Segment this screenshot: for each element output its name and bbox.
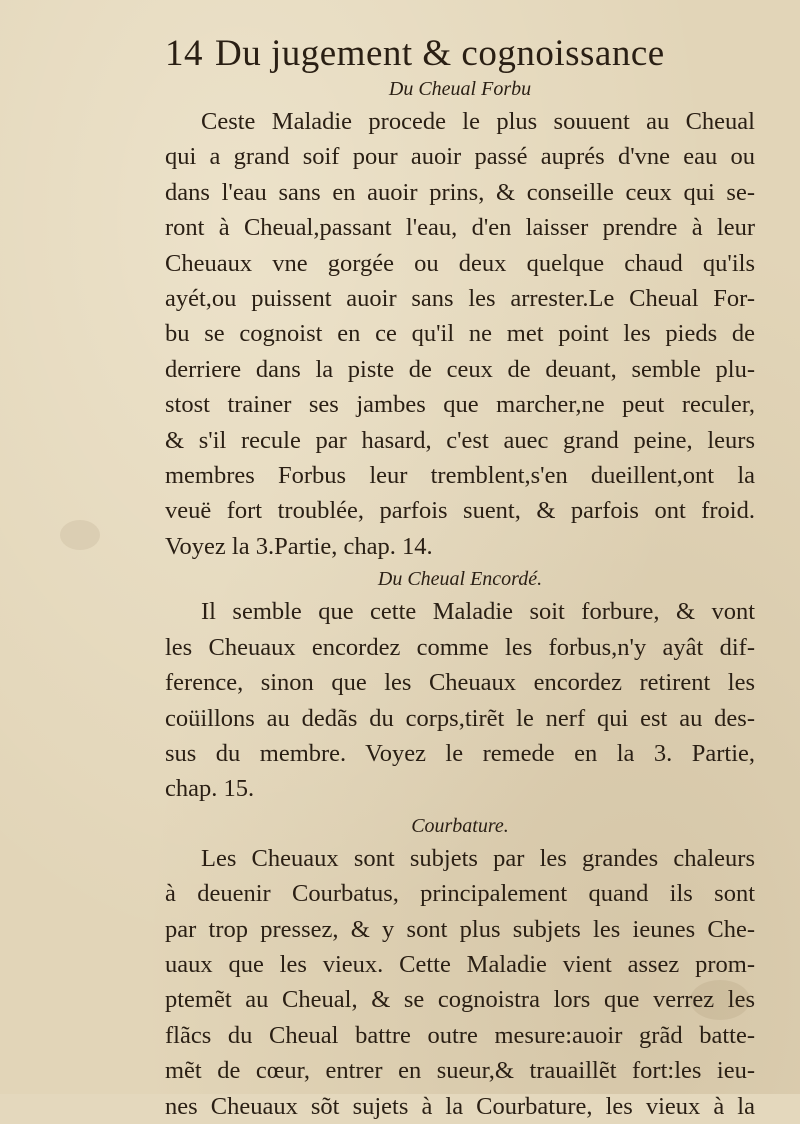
text-line: Ceste Maladie procede le plus souuent au Cheual [201,108,755,135]
text-line: ference, sinon que les Cheuaux encordez retirent les [165,669,755,697]
text-line: derriere dans la piste de ceux de deuant, semble plu- [165,355,755,383]
paragraph-forbu [165,104,755,564]
text-line: uaux que les vieux. Cette Maladie vient assez prom- [165,950,755,978]
text-line: ront à Cheual,passant l'eau, d'en laisser prendre à leur [165,214,755,242]
text-line: Les Cheuaux sont subjets par les grandes chaleurs [201,844,755,872]
paragraph-encorde [165,594,755,806]
text-line: Cheuaux vne gorgée ou deux quelque chaud qu'ils [165,249,755,277]
text-line: flãcs du Cheual battre outre mesure:auoir grãd batte- [165,1021,755,1049]
text-line: stost trainer ses jambes que marcher,ne peut reculer, [165,391,755,419]
running-title: Du jugement & cognoissance [215,33,665,74]
paragraph-courbature [165,841,755,1124]
text-line: qui a grand soif pour auoir passé auprés d'vne eau ou [165,143,755,171]
section-heading-forbu: Du Cheual Forbu [388,78,532,100]
text-line: membres Forbus leur tremblent,s'en dueillent,ont la [165,462,755,490]
text-line: dans l'eau sans en auoir prins, & conseille ceux qui se- [165,178,755,206]
text-line: veuë fort troublée, parfois suent, & parfois ont froid. [165,497,755,525]
text-line: chap. 15. [165,775,255,803]
text-line: mẽt de cœur, entrer en sueur,& trauaillẽt fort:les ieu- [165,1057,755,1085]
text-block [165,32,755,1124]
text-line: ayét,ou puissent auoir sans les arrester.Le Cheual For- [165,285,755,313]
text-line: coüillons au dedãs du corps,tirẽt le nerf qui est au des- [165,704,755,732]
page-number: 14 [165,33,203,74]
text-line: nes Cheuaux sõt sujets à la Courbature, les vieux à la [165,1092,755,1120]
section-heading-encorde: Du Cheual Encordé. [377,568,543,591]
text-line: par trop pressez, & y sont plus subjets les ieunes Che- [165,915,755,943]
section-heading-courbature: Courbature. [411,814,509,837]
text-line: bu se cognoist en ce qu'il ne met point les pieds de [165,320,755,348]
paper-stain [60,520,100,550]
text-line: sus du membre. Voyez le remede en la 3. Partie, [165,739,755,767]
text-line: Il semble que cette Maladie soit forbure, & vont [201,598,755,626]
text-line: ptemẽt au Cheual, & se cognoistra lors que verrez les [165,986,755,1014]
text-line: & s'il recule par hasard, c'est auec grand peine, leurs [165,426,755,454]
text-line: les Cheuaux encordez comme les forbus,n'y ayât dif- [165,633,755,661]
running-head [165,32,755,76]
text-line: à deuenir Courbatus, principalement quand ils sont [165,880,755,908]
text-line: Voyez la 3.Partie, chap. 14. [165,532,433,560]
